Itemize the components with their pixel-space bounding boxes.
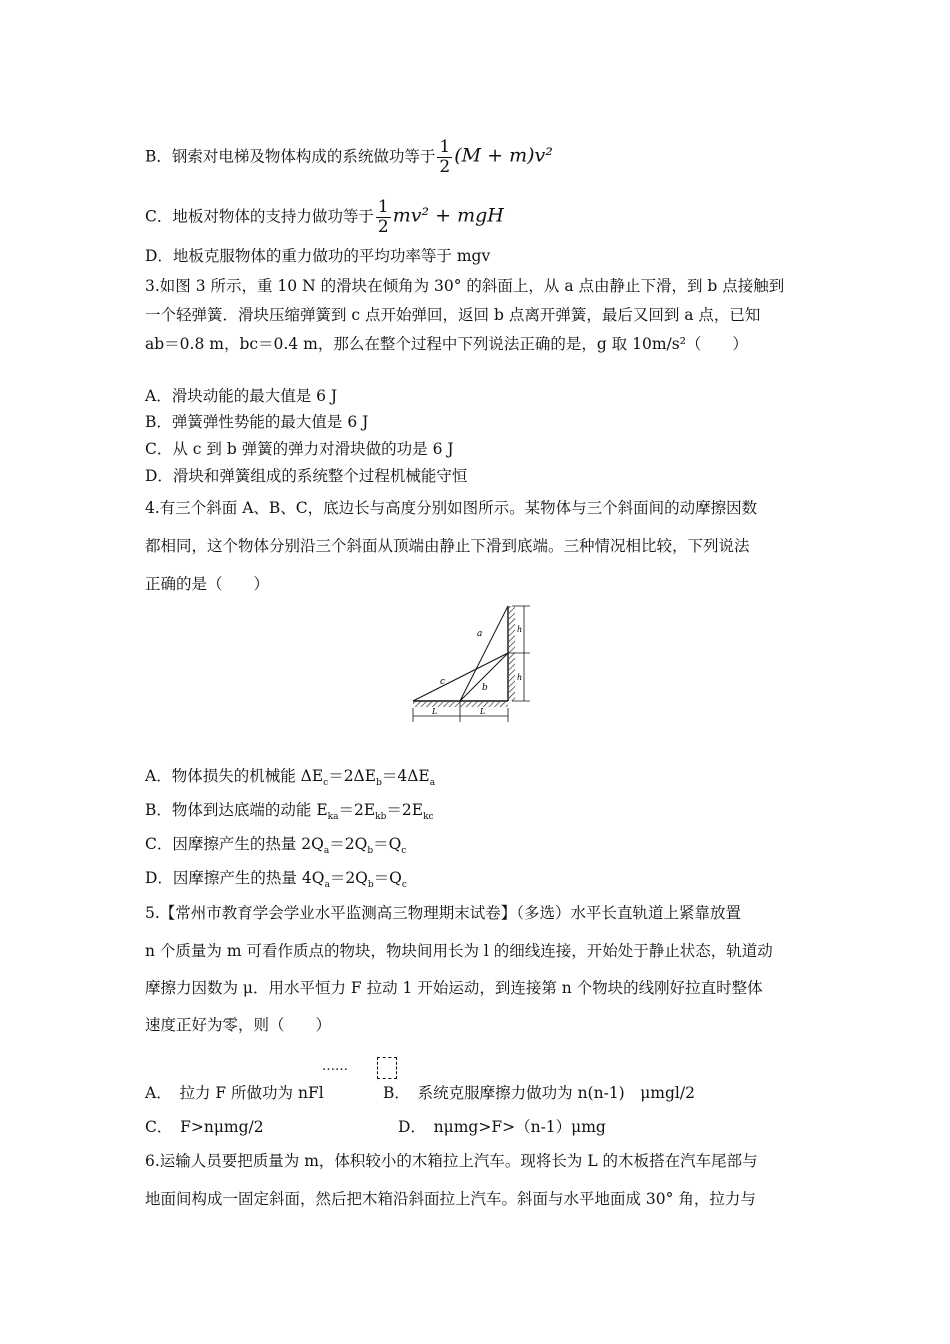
subscript: a <box>429 778 436 789</box>
q4-option-d <box>145 868 407 895</box>
fraction-denominator: 2 <box>439 157 451 177</box>
label-a: a <box>477 629 483 639</box>
q5-option-b: B． 系统克服摩擦力做功为 n(n-1) μmgl/2 <box>383 1084 695 1102</box>
subscript: kc <box>423 812 434 823</box>
q3-stem-line-3: ab＝0.8 m，bc＝0.4 m，那么在整个过程中下列说法正确的是，g 取 10m/s²（ ） <box>145 335 748 353</box>
q3-option-b: B．弹簧弹性势能的最大值是 6 J <box>145 413 369 431</box>
subscript: a <box>323 846 330 857</box>
text-run: A．物体损失的机械能 ΔE <box>145 767 324 785</box>
label-L2: L <box>480 707 486 716</box>
text-run: B．物体到达底端的动能 E <box>145 801 328 819</box>
text-run: ＝2Q <box>329 835 368 853</box>
subscript: c <box>401 880 407 891</box>
q4-option-c <box>145 834 406 861</box>
text-run: ＝2Q <box>329 869 368 887</box>
subscript: kb <box>375 812 387 823</box>
label-h1: h <box>517 625 523 634</box>
q2-option-c-expr: mv² + mgH <box>392 204 504 227</box>
q5-block-icon <box>377 1057 397 1079</box>
q4-option-b <box>145 800 434 827</box>
q2-option-d: D．地板克服物体的重力做功的平均功率等于 mgv <box>145 247 491 265</box>
q4-stem-line-3: 正确的是（ ） <box>145 575 270 593</box>
q4-option-a <box>145 766 435 793</box>
q5-option-c: C． F>nμmg/2 <box>145 1118 264 1136</box>
q2-option-b-text: B．钢索对电梯及物体构成的系统做功等于 <box>145 147 436 166</box>
label-h2: h <box>517 673 523 682</box>
subscript: a <box>324 880 330 891</box>
label-b: b <box>482 683 488 693</box>
q2-option-b-fraction <box>437 138 452 177</box>
incline-b <box>460 653 508 701</box>
q5-stem-line-1: 5.【常州市教育学会学业水平监测高三物理期末试卷】（多选）水平长直轨道上紧靠放置 <box>145 904 742 922</box>
subscript: c <box>323 778 329 789</box>
q5-stem-line-2: n 个质量为 m 可看作质点的物块，物块间用长为 l 的细线连接，开始处于静止状态，轨道动 <box>145 942 773 960</box>
wall-hatch <box>509 606 515 701</box>
q3-stem-line-1: 3.如图 3 所示，重 10 N 的滑块在倾角为 30° 的斜面上，从 a 点由静止下滑，到 b 点接触到 <box>145 277 785 295</box>
text-run: ＝2E <box>386 801 424 819</box>
q3-option-a: A．滑块动能的最大值是 6 J <box>145 387 338 405</box>
q6-stem-line-2: 地面间构成一固定斜面，然后把木箱沿斜面拉上汽车。斜面与水平地面成 30° 角，拉力与 <box>145 1190 756 1208</box>
q3-option-d: D．滑块和弹簧组成的系统整个过程机械能守恒 <box>145 467 468 485</box>
fraction-numerator: 1 <box>377 197 389 217</box>
subscript: c <box>401 846 407 857</box>
text-run: D．因摩擦产生的热量 4Q <box>145 869 325 887</box>
subscript: b <box>367 880 374 891</box>
text-run: ＝2E <box>338 801 376 819</box>
q4-stem-line-2: 都相同，这个物体分别沿三个斜面从顶端由静止下滑到底端。三种情况相比较，下列说法 <box>145 537 750 555</box>
fraction-denominator: 2 <box>377 217 389 237</box>
subscript: b <box>376 778 382 789</box>
q4-incline-figure <box>405 598 540 733</box>
fraction-numerator: 1 <box>439 137 451 157</box>
q2-option-c-fraction <box>376 198 391 237</box>
q3-option-c: C．从 c 到 b 弹簧的弹力对滑块做的功是 6 J <box>145 440 454 458</box>
label-L1: L <box>432 707 438 716</box>
text-run: ＝Q <box>373 869 402 887</box>
q6-stem-line-1: 6.运输人员要把质量为 m，体积较小的木箱拉上汽车。现将长为 L 的木板搭在汽车尾部与 <box>145 1152 758 1170</box>
q5-option-a: A． 拉力 F 所做功为 nFl <box>145 1084 324 1102</box>
label-c: c <box>440 677 446 687</box>
subscript: b <box>367 846 374 857</box>
q2-option-b-expr: (M + m)v² <box>454 144 553 167</box>
q5-stem-line-4: 速度正好为零，则（ ） <box>145 1016 332 1034</box>
q2-option-c <box>145 198 504 237</box>
text-run: C．因摩擦产生的热量 2Q <box>145 835 324 853</box>
q5-stem-line-3: 摩擦力因数为 μ．用水平恒力 F 拉动 1 开始运动，到连接第 n 个物块的线刚好拉直时整体 <box>145 979 763 997</box>
q5-option-d: D． nμmg>F>（n-1）μmg <box>398 1118 606 1136</box>
q2-option-b <box>145 138 553 177</box>
subscript: ka <box>327 812 339 823</box>
text-run: ＝Q <box>373 835 402 853</box>
text-run: ＝4ΔE <box>381 767 430 785</box>
q2-option-c-text: C．地板对物体的支持力做功等于 <box>145 207 374 226</box>
incline-c <box>413 653 508 701</box>
q4-stem-line-1: 4.有三个斜面 A、B、C，底边长与高度分别如图所示。某物体与三个斜面间的动摩擦因数 <box>145 499 758 517</box>
ground-hatch <box>413 702 508 707</box>
q5-ellipsis: …… <box>322 1059 348 1074</box>
text-run: ＝2ΔE <box>328 767 377 785</box>
q3-stem-line-2: 一个轻弹簧．滑块压缩弹簧到 c 点开始弹回，返回 b 点离开弹簧，最后又回到 a 点，已知 <box>145 306 761 324</box>
